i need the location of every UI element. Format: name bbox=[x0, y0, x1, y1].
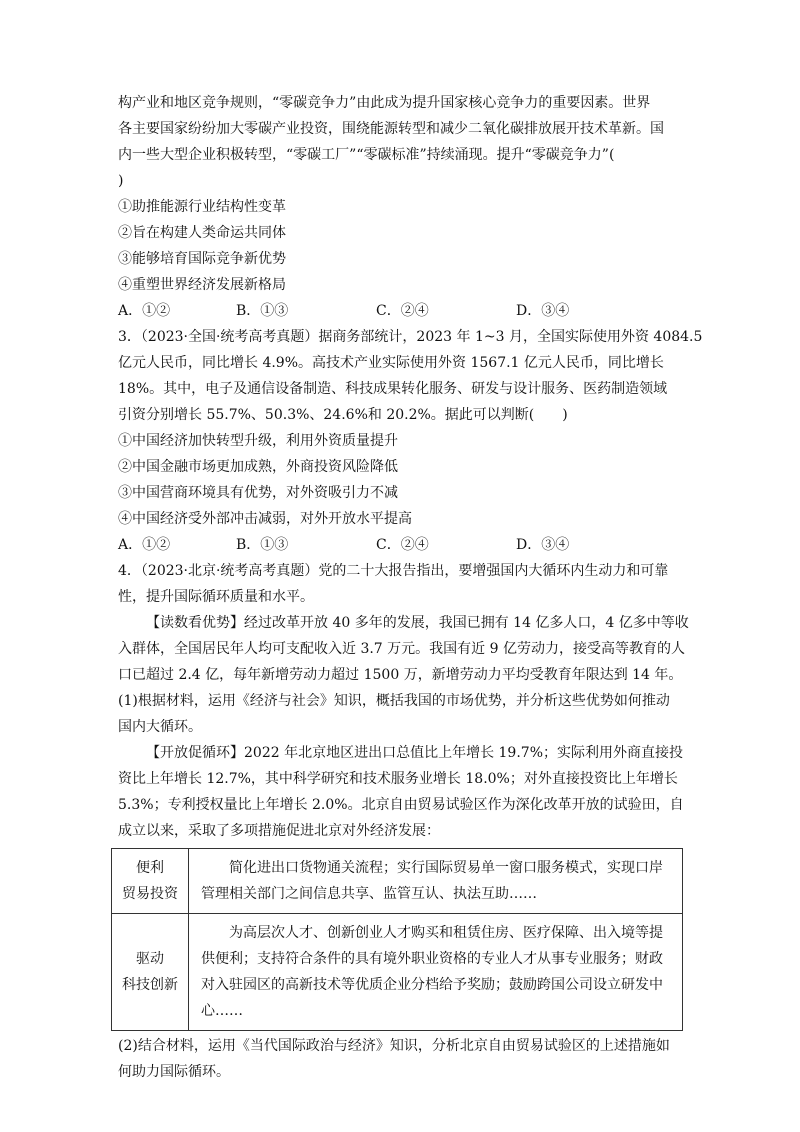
text-line: 5.3%；专利授权量比上年增长 2.0%。北京自由贸易试验区作为深化改革开放的试验田，自 bbox=[118, 797, 684, 813]
text-line: 供便利；支持符合条件的具有境外职业资格的专业人才从事专业服务；财政 bbox=[201, 951, 663, 967]
document-page bbox=[118, 90, 703, 1085]
text-line: (2)结合材料，运用《当代国际政治与经济》知识，分析北京自由贸易试验区的上述措施如 bbox=[118, 1038, 670, 1054]
row-label bbox=[112, 914, 189, 1031]
text-line: (1)根据材料，运用《经济与社会》知识，概括我国的市场优势，并分析这些优势如何推动 bbox=[118, 693, 670, 709]
q4-subquestion-2 bbox=[118, 1033, 684, 1085]
text-line: 入群体，全国居民年人均可支配收入近 3.7 万元。我国有近 9 亿劳动力，接受高等教育的人 bbox=[118, 641, 685, 657]
text-line: 【开放促循环】2022 年北京地区进出口总值比上年增长 19.7%；实际利用外商直接投 bbox=[146, 745, 684, 761]
measures-table bbox=[111, 848, 683, 1031]
row-content bbox=[189, 914, 683, 1031]
option-a: A．①② bbox=[118, 303, 171, 319]
text-line: 何助力国际循环。 bbox=[118, 1064, 230, 1080]
text-line: 【读数看优势】经过改革开放 40 多年的发展，我国已拥有 14 亿多人口，4 亿多中等收 bbox=[146, 615, 689, 631]
q4-subquestion-1 bbox=[118, 688, 684, 740]
label-line: 驱动 bbox=[136, 951, 164, 967]
option-c: C．②④ bbox=[376, 303, 429, 319]
statement: ③能够培育国际竞争新优势 bbox=[118, 251, 286, 267]
label-line: 贸易投资 bbox=[122, 886, 178, 902]
label-line: 科技创新 bbox=[122, 977, 178, 993]
q3-options bbox=[118, 532, 684, 558]
text-line: 简化进出口货物通关流程；实行国际贸易单一窗口服务模式，实现口岸 bbox=[229, 860, 663, 876]
table-row bbox=[112, 914, 683, 1031]
text-line: 为高层次人才、创新创业人才购买和租赁住房、医疗保障、出入境等提 bbox=[229, 925, 663, 941]
q4-material-2 bbox=[118, 740, 684, 844]
statement: ②中国金融市场更加成熟，外商投资风险降低 bbox=[118, 459, 398, 475]
q3-stem bbox=[118, 324, 703, 428]
text-line: 国内大循环。 bbox=[118, 719, 202, 735]
text-line: 构产业和地区竞争规则，“零碳竞争力”由此成为提升国家核心竞争力的重要因素。世界 bbox=[118, 95, 651, 111]
text-line: 引资分别增长 55.7%、50.3%、24.6%和 20.2%。据此可以判断( ) bbox=[118, 407, 568, 423]
text-line: 各主要国家纷纷加大零碳产业投资，围绕能源转型和减少二氧化碳排放展开技术革新。国 bbox=[118, 121, 664, 137]
statement: ④中国经济受外部冲击减弱，对外开放水平提高 bbox=[118, 511, 412, 527]
table-row bbox=[112, 849, 683, 914]
statement: ④重塑世界经济发展新格局 bbox=[118, 277, 286, 293]
text-line: 对入驻园区的高新技术等优质企业分档给予奖励；鼓励跨国公司设立研发中 bbox=[201, 977, 663, 993]
statement: ②旨在构建人类命运共同体 bbox=[118, 225, 286, 241]
text-line: 心…… bbox=[201, 1003, 243, 1019]
option-d: D．③④ bbox=[516, 303, 570, 319]
text-line: 成立以来，采取了多项措施促进北京对外经济发展： bbox=[118, 823, 440, 839]
row-content bbox=[189, 849, 683, 914]
option-c: C．②④ bbox=[376, 537, 429, 553]
statement: ①中国经济加快转型升级，利用外资质量提升 bbox=[118, 433, 398, 449]
text-line: 亿元人民币，同比增长 4.9%。高技术产业实际使用外资 1567.1 亿元人民币，同比增长 bbox=[118, 355, 664, 371]
text-line: ) bbox=[118, 173, 124, 189]
label-line: 便利 bbox=[136, 860, 164, 876]
option-d: D．③④ bbox=[516, 537, 570, 553]
text-line: 管理相关部门之间信息共享、监管互认、执法互助…… bbox=[201, 886, 537, 902]
text-line: 口已超过 2.4 亿，每年新增劳动力超过 1500 万，新增劳动力平均受教育年限达到 14 年。 bbox=[118, 667, 683, 683]
text-line: 4．（2023·北京·统考高考真题）党的二十大报告指出，要增强国内大循环内生动力和可靠 bbox=[118, 563, 669, 579]
text-line: 3．（2023·全国·统考高考真题）据商务部统计，2023 年 1~3 月，全国实际使用外资 4084.5 bbox=[118, 329, 703, 345]
text-line: 性，提升国际循环质量和水平。 bbox=[118, 589, 314, 605]
q3-statements bbox=[118, 428, 684, 532]
q2-options bbox=[118, 298, 684, 324]
statement: ③中国营商环境具有优势，对外资吸引力不减 bbox=[118, 485, 398, 501]
row-label bbox=[112, 849, 189, 914]
q2-stem bbox=[118, 90, 684, 194]
option-b: B．①③ bbox=[236, 303, 289, 319]
text-line: 资比上年增长 12.7%，其中科学研究和技术服务业增长 18.0%；对外直接投资比上年增长 bbox=[118, 771, 678, 787]
q4-material-1 bbox=[118, 610, 689, 688]
text-line: 18%。其中，电子及通信设备制造、科技成果转化服务、研发与设计服务、医药制造领域 bbox=[118, 381, 668, 397]
q2-statements bbox=[118, 194, 684, 298]
q4-intro bbox=[118, 558, 684, 610]
option-b: B．①③ bbox=[236, 537, 289, 553]
text-line: 内一些大型企业积极转型，“零碳工厂”“零碳标准”持续涌现。提升“零碳竞争力”( bbox=[118, 147, 615, 163]
option-a: A．①② bbox=[118, 537, 171, 553]
statement: ①助推能源行业结构性变革 bbox=[118, 199, 286, 215]
